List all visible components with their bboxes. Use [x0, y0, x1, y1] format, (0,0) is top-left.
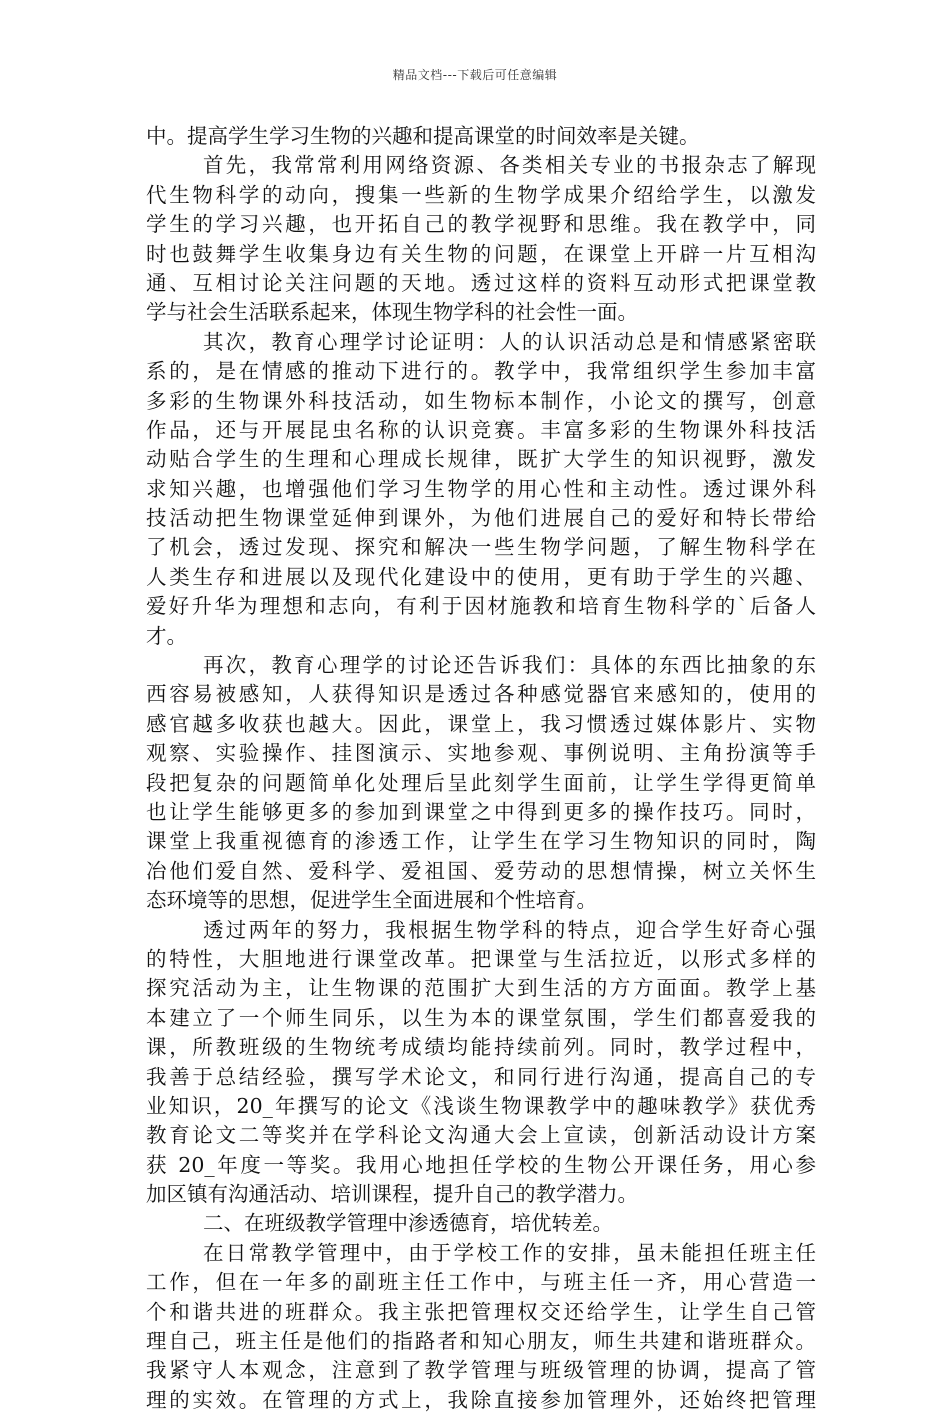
text-line: 课堂上我重视德育的渗透工作，让学生在学习生物知识的同时，陶 [146, 829, 816, 854]
text-line: 我紧守人本观念，注意到了教学管理与班级管理的协调，提高了管 [146, 1358, 816, 1383]
text-line: 多彩的生物课外科技活动，如生物标本制作，小论文的撰写，创意 [146, 388, 816, 413]
text-line: 作品，还与开展昆虫名称的认识竞赛。丰富多彩的生物课外科技活 [146, 417, 816, 442]
document-body [146, 122, 816, 1415]
text-line: 冶他们爱自然、爱科学、爱祖国、爱劳动的思想情操，树立关怀生 [146, 858, 816, 883]
text-line: 二、在班级教学管理中渗透德育，培优转差。 [203, 1211, 613, 1236]
text-line: 也让学生能够更多的参加到课堂之中得到更多的操作技巧。同时， [146, 799, 816, 824]
text-line: 课，所教班级的生物统考成绩均能持续前列。同时，教学过程中， [146, 1035, 816, 1060]
text-line: 动贴合学生的生理和心理成长规律，既扩大学生的知识视野，激发 [146, 447, 816, 472]
text-line: 人类生存和进展以及现代化建设中的使用，更有助于学生的兴趣、 [146, 564, 816, 589]
page-header: 精品文档---下载后可任意编辑 [392, 68, 558, 82]
text-line: 系的，是在情感的推动下进行的。教学中，我常组织学生参加丰富 [146, 359, 816, 384]
text-line: 才。 [146, 623, 187, 648]
text-line: 技活动把生物课堂延伸到课外，为他们进展自己的爱好和特长带给 [146, 506, 816, 531]
text-line: 透过两年的努力，我根据生物学科的特点，迎合学生好奇心强 [203, 917, 816, 942]
text-line: 我善于总结经验，撰写学术论文，和同行进行沟通，提高自己的专 [146, 1064, 816, 1089]
text-line: 理自己，班主任是他们的指路者和知心朋友，师生共建和谐班群众。 [146, 1329, 816, 1354]
text-line: 个和谐共进的班群众。我主张把管理权交还给学生，让学生自己管 [146, 1299, 816, 1324]
text-line: 工作，但在一年多的副班主任工作中，与班主任一齐，用心营造一 [146, 1270, 816, 1295]
text-line: 理的实效。在管理的方式上，我除直接参加管理外，还始终把管理 [146, 1387, 816, 1412]
text-line: 的特性，大胆地进行课堂改革。把课堂与生活拉近，以形式多样的 [146, 946, 816, 971]
text-line: 加区镇有沟通活动、培训课程，提升自己的教学潜力。 [146, 1182, 638, 1207]
text-line: 学与社会生活联系起来，体现生物学科的社会性一面。 [146, 300, 638, 325]
text-line: 在日常教学管理中，由于学校工作的安排，虽未能担任班主任 [203, 1240, 816, 1265]
text-line: 首先，我常常利用网络资源、各类相关专业的书报杂志了解现 [203, 153, 816, 178]
text-line: 西容易被感知，人获得知识是透过各种感觉器官来感知的，使用的 [146, 682, 816, 707]
text-line: 爱好升华为理想和志向，有利于因材施教和培育生物科学的`后备人 [146, 594, 816, 619]
text-line: 中。提高学生学习生物的兴趣和提高课堂的时间效率是关键。 [146, 124, 700, 148]
text-line: 代生物科学的动向，搜集一些新的生物学成果介绍给学生，以激发 [146, 182, 816, 207]
text-line: 其次，教育心理学讨论证明：人的认识活动总是和情感紧密联 [203, 329, 816, 354]
text-line: 态环境等的思想，促进学生全面进展和个性培育。 [146, 888, 597, 913]
text-line: 再次，教育心理学的讨论还告诉我们：具体的东西比抽象的东 [203, 653, 816, 678]
text-line: 探究活动为主，让生物课的范围扩大到生活的方方面面。教学上基 [146, 976, 816, 1001]
text-line: 求知兴趣，也增强他们学习生物学的用心性和主动性。透过课外科 [146, 476, 816, 501]
text-line: 时也鼓舞学生收集身边有关生物的问题，在课堂上开辟一片互相沟 [146, 241, 816, 266]
text-line: 观察、实验操作、挂图演示、实地参观、事例说明、主角扮演等手 [146, 741, 816, 766]
text-line: 本建立了一个师生同乐，以生为本的课堂氛围，学生们都喜爱我的 [146, 1005, 816, 1030]
text-line: 通、互相讨论关注问题的天地。透过这样的资料互动形式把课堂教 [146, 270, 816, 295]
text-line: 段把复杂的问题简单化处理后呈此刻学生面前，让学生学得更简单 [146, 770, 816, 795]
text-line: 获 20_年度一等奖。我用心地担任学校的生物公开课任务，用心参 [146, 1152, 816, 1177]
text-line: 感官越多收获也越大。因此，课堂上，我习惯透过媒体影片、实物 [146, 711, 816, 736]
text-line: 学生的学习兴趣，也开拓自己的教学视野和思维。我在教学中，同 [146, 212, 816, 237]
text-line: 了机会，透过发现、探究和解决一些生物学问题，了解生物科学在 [146, 535, 816, 560]
text-line: 教育论文二等奖并在学科论文沟通大会上宣读，创新活动设计方案 [146, 1123, 816, 1148]
text-line: 业知识，20_年撰写的论文《浅谈生物课教学中的趣味教学》获优秀 [146, 1093, 816, 1118]
